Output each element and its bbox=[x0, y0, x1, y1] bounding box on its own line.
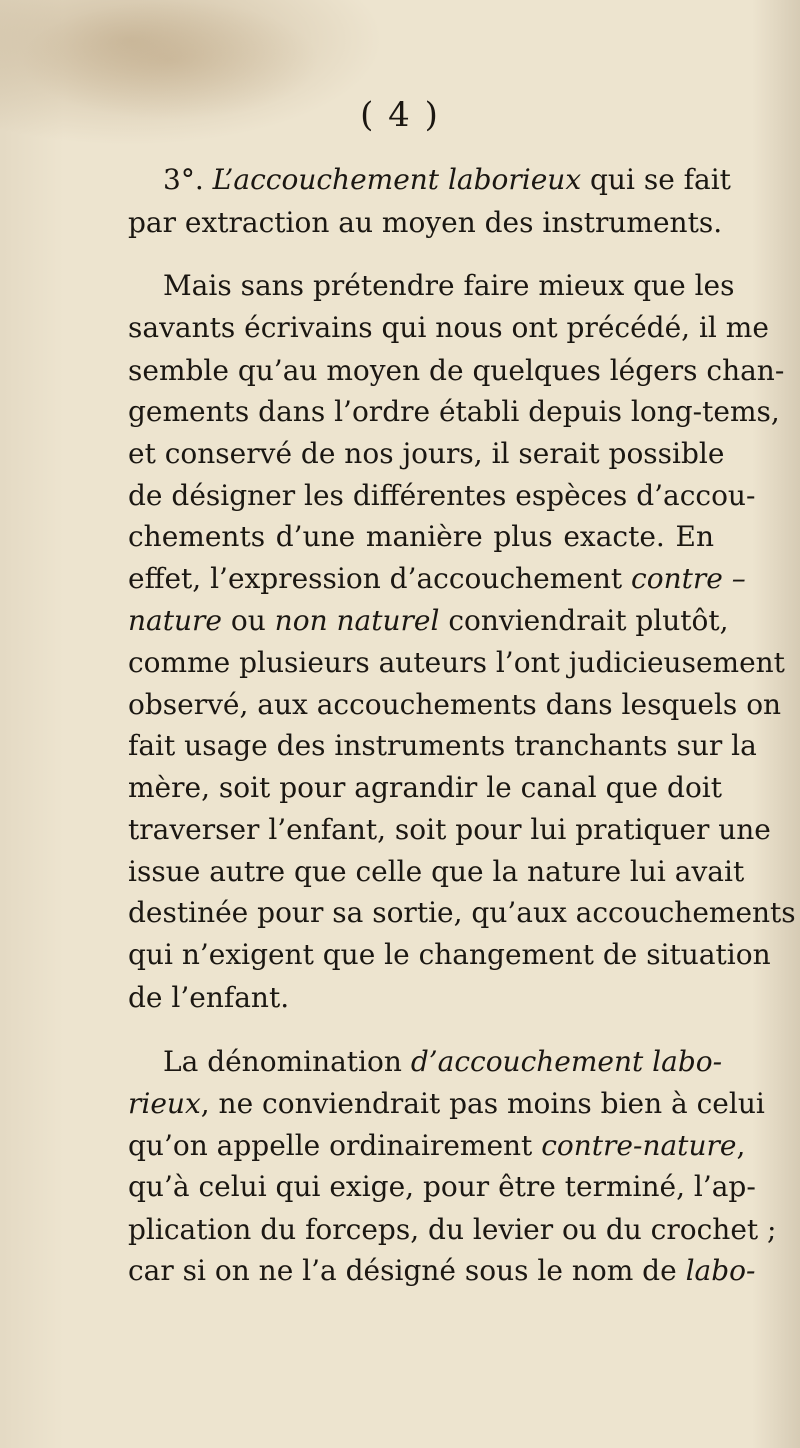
text-line bbox=[128, 808, 771, 852]
text-line bbox=[128, 1165, 756, 1209]
text-run: Mais sans prétendre faire mieux que les bbox=[163, 269, 735, 302]
text-line bbox=[128, 599, 729, 643]
text-run: traverser l’enfant, soit pour lui pratiquer une bbox=[128, 813, 771, 846]
text-line bbox=[128, 1208, 777, 1252]
text-line bbox=[128, 557, 746, 601]
text-line bbox=[128, 1082, 765, 1126]
text-line bbox=[128, 1124, 746, 1168]
text-line bbox=[128, 891, 796, 935]
text-line bbox=[163, 158, 731, 202]
italic-run: labo- bbox=[685, 1254, 756, 1287]
text-line bbox=[128, 683, 782, 727]
text-line bbox=[128, 349, 785, 393]
text-run: conviendrait plutôt, bbox=[439, 604, 729, 637]
italic-run: non naturel bbox=[274, 604, 440, 637]
text-run: qu’on appelle ordinairement bbox=[128, 1129, 542, 1162]
text-run: mère, soit pour agrandir le canal que doit bbox=[128, 771, 723, 804]
italic-run: contre – bbox=[631, 562, 746, 595]
text-run: chements d’une manière plus exacte. En bbox=[128, 520, 714, 553]
text-run: 3°. bbox=[163, 163, 213, 196]
text-run: effet, l’expression d’accouchement bbox=[128, 562, 632, 595]
italic-run: L’accouchement laborieux bbox=[212, 163, 582, 196]
text-run: fait usage des instruments tranchants sur la bbox=[128, 729, 757, 762]
text-line bbox=[128, 976, 714, 1020]
italic-run: nature bbox=[128, 604, 222, 637]
text-line bbox=[128, 766, 723, 810]
text-run: comme plusieurs auteurs l’ont judicieusement bbox=[128, 646, 785, 679]
text-run: destinée pour sa sortie, qu’aux accouchements bbox=[128, 896, 796, 929]
text-run: savants écrivains qui nous ont précédé, il me bbox=[128, 311, 769, 344]
text-run: de désigner les différentes espèces d’accou- bbox=[128, 479, 756, 512]
text-run: par extraction au moyen des instruments. bbox=[128, 206, 723, 239]
page-number: ( 4 ) bbox=[360, 95, 440, 135]
text-line bbox=[128, 1249, 756, 1293]
text-run: La dénomination bbox=[163, 1045, 411, 1078]
text-line bbox=[128, 641, 785, 685]
text-run: semble qu’au moyen de quelques légers chan- bbox=[128, 354, 785, 387]
text-run: ou bbox=[221, 604, 275, 637]
text-run: de l’enfant. bbox=[128, 981, 290, 1014]
text-line bbox=[163, 264, 735, 308]
text-run: gements dans l’ordre établi depuis long-tems, bbox=[128, 395, 780, 428]
text-line bbox=[128, 432, 725, 476]
italic-run: contre-nature bbox=[541, 1129, 737, 1162]
text-run: plication du forceps, du levier ou du crochet ; bbox=[128, 1213, 777, 1246]
text-line bbox=[128, 933, 771, 977]
text-line bbox=[128, 474, 756, 518]
text-line bbox=[128, 306, 769, 350]
text-run: issue autre que celle que la nature lui avait bbox=[128, 855, 745, 888]
text-run: observé, aux accouchements dans lesquels on bbox=[128, 688, 782, 721]
text-run: car si on ne l’a désigné sous le nom de bbox=[128, 1254, 686, 1287]
text-run: , bbox=[736, 1129, 746, 1162]
text-line bbox=[128, 515, 714, 559]
italic-run: d’accouchement labo- bbox=[410, 1045, 723, 1078]
text-run: et conservé de nos jours, il serait possible bbox=[128, 437, 725, 470]
text-line bbox=[128, 724, 757, 768]
italic-run: rieux bbox=[128, 1087, 201, 1120]
text-line bbox=[128, 390, 780, 434]
text-run: qu’à celui qui exige, pour être terminé, l’ap- bbox=[128, 1170, 756, 1203]
text-line bbox=[128, 201, 723, 245]
text-run: , ne conviendrait pas moins bien à celui bbox=[200, 1087, 765, 1120]
text-run: qui n’exigent que le changement de situation bbox=[128, 938, 771, 971]
text-line bbox=[163, 1040, 723, 1084]
text-line bbox=[128, 850, 745, 894]
text-run: qui se fait bbox=[581, 163, 731, 196]
